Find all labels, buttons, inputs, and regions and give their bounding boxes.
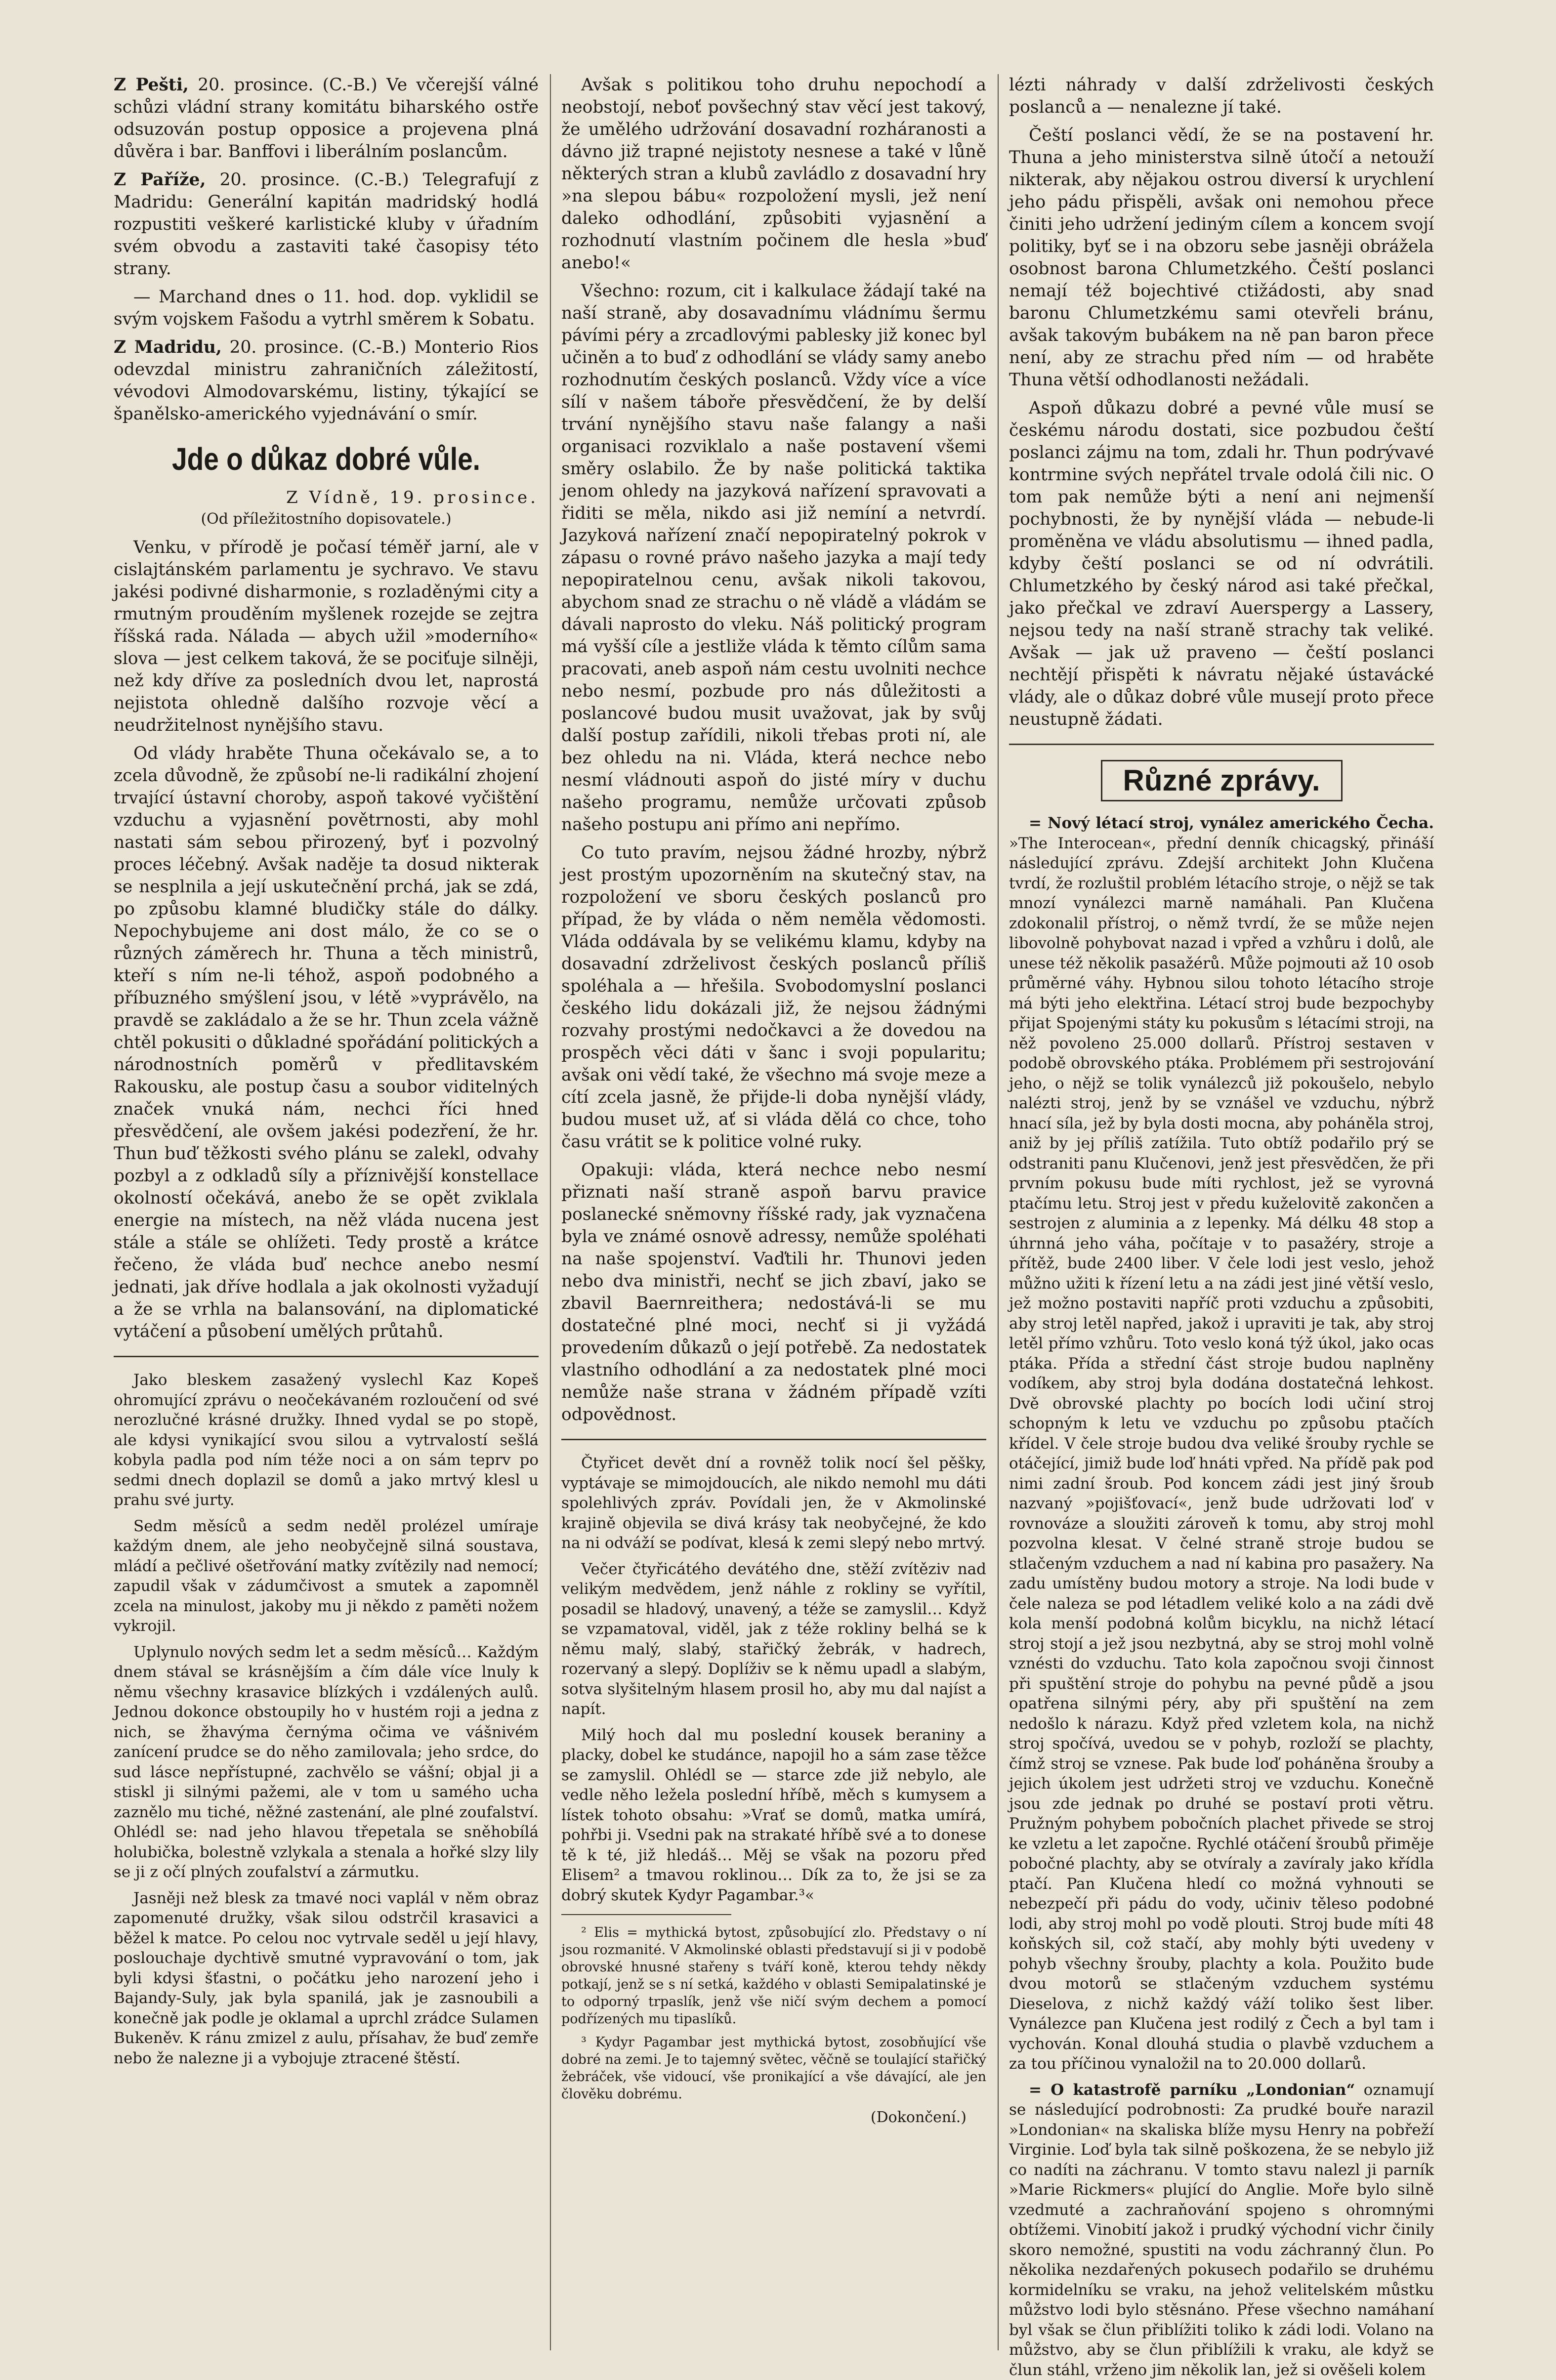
section-heading xyxy=(1009,760,1434,801)
news-item: — Marchand dnes o 11. hod. dop. vyklidil se svým vojskem Fašodu a vytrhl směrem k Sobatu. xyxy=(114,286,539,331)
news-item xyxy=(114,74,539,163)
footnote: ² Elis = mythická bytost, způsobující zlo. Představy o ní jsou rozmanité. V Akmolinské oblasti představují si ji v podobě obrovské hnusné stařeny s tváří koně, kterou tehdy někdy potkají, jenž se s ní setká, každého v oblasti Semipalatinské je to odporný trpaslík, jenž vše ničí svým dechem a pomocí podřízených mu tipaslíků. xyxy=(561,1924,986,2028)
story-paragraph: Večer čtyřicátého devátého dne, stěží zvítěziv nad velikým medvědem, jenž náhle z rokliny se vyřítil, posadil se hladový, unavený, a téže se zamyslil… Když se vzpamatoval, viděl, jak z téže rokliny belhá se k němu malý, slabý, stařičký žebrák, v hadrech, rozervaný a slepý. Doplíživ se k němu upadl a slabým, sotva slyšitelným hlasem prosil ho, aby mu dal najíst a napít. xyxy=(561,1559,986,1719)
story-paragraph: Čtyřicet devět dní a rovněž tolik nocí šel pěšky, vyptávaje se mimojdoucích, ale nikdo nemohl mu dáti spolehlivých zpráv. Povídali jen, že v Akmolinské krajině objevila se divá krásy tak neobyčejné, že kdo na ni odváží se podívat, klesá k zemi slepý nebo mrtvý. xyxy=(561,1453,986,1553)
article-paragraph: Od vlády hraběte Thuna očekávalo se, a to zcela důvodně, že způsobí ne-li radikální zhojení trvající ústavní choroby, aspoň takové vyčištění vzduchu a vyjasnění povětrnosti, aby mohl nastati sám sebou přirozený, byť i pozvolný proces léčebný. Avšak naděje ta dosud nikterak se nesplnila a její uskutečnění prchá, jak se zdá, po způsobu klamné bludičky stále do dálky. Nepochybujeme ani dost málo, že co se o různých záměrech hr. Thuna a těch ministrů, kteří s ním ne-li téhož, aspoň podobného a příbuzného smýšlení jsou, v létě »vyprávělo, na pravdě se zakládalo a že se hr. Thun zcela vážně chtěl pokusiti o důkladné spořádání politických a národnostních poměrů v předlitavském Rakousku, ale postup času a soubor viditelných značek vnuká nám, nechci říci hned přesvědčení, ale ovšem jakési podezření, že hr. Thun buď těžkosti svého plánu se zalekl, odvahy pozbyl a z odkladů síly a příznivější konstellace okolností očekává, anebo že se opět zviklala energie na místech, na něž vláda nucena jest stále a stále se ohlížeti. Tedy prostě a krátce řečeno, že vláda buď nechce anebo nesmí jednati, jak dříve hodlala a jak okolnosti vyžadují a že se vrhla na balansování, na diplomatické vytáčení a působení umělých průtahů. xyxy=(114,743,539,1343)
article-paragraph: Všechno: rozum, cit i kalkulace žádají také na naší straně, aby dosavadnímu vládnímu šermu pávími péry a zrcadlovými pablesky již konec byl učiněn a to buď z odhodlání se vlády samy anebo rozhodnutím českých poslanců. Vždy více a více sílí v našem táboře přesvědčení, že by delší trvání nynějšího stavu naše falangy a naši organisaci rozviklalo a naše postavení všemi směry oslabilo. Že by naše politická taktika jenom ohledy na jazyková nařízení spravovati a řiditi se měla, nikdo asi již nemíní a netvrdí. Jazyková nařízení značí nepopiratelný pokrok v zápasu o rovné právo našeho jazyka a mají tedy nepopiratelnou cenu, avšak nikoli takovou, abychom snad ze strachu o ně vládě a vládám se dávali naprosto do vleku. Náš politický program má vyšší cíle a jestliže vláda k těmto cílům sama pracovati, aneb aspoň nám cestu uvolniti nechce nebo nesmí, pozbude pro nás důležitosti a poslancové budou musit uvažovat, jak by svůj další postup zařídili, nikoli třebas proti ní, ale bez ohledu na ni. Vláda, která nechce nebo nesmí vládnouti aspoň do jisté míry v duchu našeho programu, nemůže určovati způsob našeho postupu ani přímo ani nepřímo. xyxy=(561,280,986,836)
feuilleton-story xyxy=(114,1370,539,2068)
story-paragraph: Jako bleskem zasažený vyslechl Kaz Kopeš ohromující zprávu o neočekávaném rozloučení od své nerozlučné krásné družky. Ihned vydal se po stopě, ale kdysi vynikající svou silou a vytrvalostí sešlá kobyla padla pod ním téže noci a on sám teprv po sedmi dnech doplazil se domů a jako mrtvý klesl u prahu své jurty. xyxy=(114,1370,539,1510)
section-divider xyxy=(114,1356,539,1357)
continuation-note: (Dokončení.) xyxy=(561,2109,967,2126)
footnotes xyxy=(561,1924,986,2103)
article-paragraph: Čeští poslanci vědí, že se na postavení hr. Thuna a jeho ministerstva silně útočí a netouží nikterak, aby nějakou ostrou diversí k urychlení jeho pádu přispěli, avšak oni nemohou přece činiti jeho udržení jediným cílem a koncem svojí politiky, byť se i na obzoru sebe jasněji obrážela osobnost barona Chlumetzkého. Čeští poslanci nemají též bojechtivé ctižádosti, aby snad baronu Chlumetzkému sami otevřeli bránu, avšak takovým bubákem na ně pan baron přece není, aby ze strachu před ním — od hraběte Thuna větší odhodlanosti nežádali. xyxy=(1009,125,1434,391)
news-text: 20. prosince. (C.-B.) Telegrafují z Madridu: Generální kapitán madridský hodlá rozpustiti veškeré karlistické kluby v úřadním svém obvodu a zastaviti také časopisy této strany. xyxy=(114,170,539,279)
article-subline: (Od příležitostního dopisovatele.) xyxy=(114,510,539,528)
news-item xyxy=(114,336,539,425)
news-lead: Z Pešti, xyxy=(114,75,189,95)
misc-news xyxy=(1009,813,1434,2380)
article-title: Jde o důkaz dobré vůle. xyxy=(143,439,509,479)
section-divider xyxy=(1009,744,1434,745)
news-item xyxy=(114,169,539,280)
feuilleton-story xyxy=(561,1453,986,1905)
story-paragraph: Jasněji než blesk za tmavé noci vaplál v něm obraz zapomenuté družky, však silou odstrčil krasavici a běžel k matce. Po celou noc vytrvale seděl u její hlavy, poslouchaje dychtivě smutné vypravování o tom, jak byli kdysi šťastni, o počátku jeho narození jeho i Bajandy-Suly, jak byla spanilá, jak je zasnoubili a konečně jak podle je oklamal a uprchl zrádce Sulamen Bukeněv. K ránu zmizel z aulu, přísahav, že buď zemře nebo že nalezne ji a vybojuje ztracené štěstí. xyxy=(114,1888,539,2069)
story-paragraph: Uplynulo nových sedm let a sedm měsíců… Každým dnem stával se krásnějším a čím dále více lnuly k němu všechny krasavice blízkých i vzdálených aulů. Jednou dokonce obstoupily ho v hustém roji a jedna z nich, se žhavýma černýma očima ve vášnivém zanícení prudce se do něho zamilovala; jeho srdce, do sud lásce nepřístupné, zachvělo se vášní; objal ji a stiskl ji silnými pažemi, ale v tom u samého ucha zaznělo mu tiché, něžné zastenání, ale plné zoufalství. Ohlédl se: nad jeho hlavou třepetala se sněhobílá holubička, bolestně vzlykala a stenala a hořké slzy lily se ji z očí plných zoufalství a zármutku. xyxy=(114,1642,539,1882)
column-2 xyxy=(561,74,986,2319)
column-3 xyxy=(1009,74,1434,2319)
footnote-divider xyxy=(561,1914,731,1915)
misc-item xyxy=(1009,813,1434,2074)
article-paragraph: Venku, v přírodě je počasí téměř jarní, ale v cislajtánském parlamentu je sychravo. Ve stavu jakési podivné disharmonie, s rozladěnými city a rmutným prouděním myšlenek rozejde se zejtra říšská rada. Nálada — abych užil »moderního« slova — jest celkem taková, že se pociťuje silněji, než kdy dříve za posledních dvou let, naprostá nejistota ohledně dalšího rozvoje věcí a neudržitelnost nynějšího stavu. xyxy=(114,537,539,737)
column-1 xyxy=(114,74,539,2319)
column-rule xyxy=(998,74,999,2350)
misc-lead: = O katastrofě parníku „Londonian“ xyxy=(1029,2081,1355,2099)
story-paragraph: Milý hoch dal mu poslední kousek beraniny a placky, dobel ke studánce, napojil ho a sám zase těžce se zamyslil. Ohlédl se — starce zde již nebylo, ale vedle něho ležela poslední hříbě, měch s kumysem a lístek tohoto obsahu: »Vrať se domů, matka umírá, pohřbi ji. Vsedni pak na strakaté hříbě své a to donese tě k té, již hledáš… Měj se však na pozoru před Elisem² a tmavou roklinou… Dík za to, že jsi se za dobrý skutek Kydyr Pagambar.³« xyxy=(561,1725,986,1906)
misc-text: oznamují se následující podrobnosti: Za prudké bouře narazil »Londonian« na skaliska blíže mysu Henry na pobřeží Virginie. Loď byla tak silně poškozena, že se nebylo již co nadíti na záchranu. V tomto stavu nalezl ji parník »Marie Rickmers« plující do Anglie. Moře bylo silně vzedmuté a zachraňování spojeno s ohromnými obtížemi. Vinobití jakož i prudký východní vichr činily skoro nemožné, spustiti na vodu záchranný člun. Po několika nezdařených pokusech podařilo se druhému kormidelníku se vraku, na jehož velitelském můstku můžstvo lodi bylo stěsnáno. Přese všechno namáhaní byl však se člun přiblížiti toliko k zádi lodi. Volano na můžstvo, aby se člun přiblížili k vraku, ale když se člun stáhl, vrženo jim několik lan, jež si ověšeli kolem xyxy=(1009,2081,1434,2379)
article-paragraph: Co tuto pravím, nejsou žádné hrozby, nýbrž jest prostým upozorněním na skutečný stav, na rozpoložení ve sboru českých poslanců pro případ, že by vláda o něm neměla vědomosti. Vláda oddávala by se velikému klamu, kdyby na dosavadní zdrželivost českých poslanců příliš spoléhala a — hřešila. Svobodomyslní poslanci českého lidu dokázali již, že nejsou žádnými rozvahy prostými nedočkavci a že dovedou na prospěch věci dáti v šanc i svoji popularitu; avšak oni vědí také, že všechno má svoje meze a cítí zcela jasně, že přijde-li doba nynější vlády, budou muset už, ať si vláda dělá co chce, toho času vrátit se k politice volné ruky. xyxy=(561,842,986,1153)
story-paragraph: Sedm měsíců a sedm neděl prolézel umíraje každým dnem, ale jeho neobyčejně silná soustava, mládí a pečlivé ošetřování matky zvítězily nad nemocí; zapudil však v zádumčivost a smutek a zapomněl zcela na minulost, jakoby mu ji někdo z paměti nožem vykrojil. xyxy=(114,1516,539,1636)
section-title: Různé zprávy. xyxy=(1101,760,1343,801)
misc-lead: = Nový létací stroj, vynález amerického Čecha. xyxy=(1029,814,1434,832)
article-paragraph: Aspoň důkazu dobré a pevné vůle musí se českému národu dostati, sice pozbudou čeští poslanci zájmu na tom, zdali hr. Thun podrývavé kontrmine svých nepřátel trvale odolá čili nic. O tom pak nemůže býti a není ani nejmenší pochybnosti, že by nynější vláda — nebude-li proměněna ve vládu absolutismu — ihned padla, kdyby čeští poslanci se od ní odvrátili. Chlumetzkého by český národ asi také přečkal, jako přečkal ve zdraví Auerspergy a Lassery, nejsou tedy na naší straně strachy tak veliké. Avšak — jak už praveno — čeští poslanci nechtějí přispěti k návratu nějaké ústavácké vlády, ale o důkaz dobré vůle musejí proto přece neustupně žádati. xyxy=(1009,397,1434,731)
misc-text: »The Interocean«, přední denník chicagský, přináší následující zprávu. Zdejší architekt John Klučena tvrdí, že rozluštil problém létacího stroje, o nějž se tak mnozí vynálezci marně namáhali. Pan Klučena zdokonalil přístroj, o němž tvrdí, že se může nejen libovolně pohybovat nazad i vpřed a vzhůru i dolů, ale unese též několik pasažérů. Může pojmouti až 10 osob průměrné váhy. Hybnou silou tohoto létacího stroje má býti jeho elektřina. Létací stroj bude bezpochyby přijat Spojenými státy ku pokusům s létacími stroji, na něž povoleno 25.000 dollarů. Přístroj sestaven v podobě obrovského ptáka. Problémem při sestrojování jeho, o nějž se tolik vynálezců již pokoušelo, nebylo nalézti stroj, jenž by se vznášel ve vzduchu, nýbrž hnací síla, jež by byla dosti mocna, aby poháněla stroj, aniž by jej příliš zatížila. Tuto obtíž podařilo prý se odstraniti panu Klučenovi, jenž jest přesvědčen, že při prvním pokusu bude míti rychlost, jež se vyrovná ptačímu letu. Stroj jest v předu kuželovitě zakončen a sestrojen z aluminia a z lepenky. Má délku 48 stop a úhrnná jeho váha, počítaje v to pasažéry, stroje a přítěž, bude 2400 liber. V čele lodi jest veslo, jehož můžno užiti k řízení letu a na zádi jest jiné větší veslo, jež možno postaviti napříč proti vzduchu a způsobiti, aby stroj letěl napřed, jakož i upraviti je tak, aby stroj letěl přímo vzhůru. Toto veslo koná týž úkol, jako ocas ptáka. Přída a střední část stroje budou naplněny vodíkem, aby stroj byla dodána dostatečná lehkost. Dvě obrovské plachty po bocích lodi učiní stroj schopným k letu ve vzduchu po způsobu ptačích křídel. V čele stroje budou dva veliké šrouby rychle se otáčející, jimiž bude loď hnáti vpřed. Na přídě pak pod nimi zadní šroub. Pod koncem zádi jest jiný šroub nazvaný »pojišťovací«, jenž bude udržovati loď v rovnováze a sloužiti zároveň k tomu, aby stroj mohl pozvolna klesat. V čelné straně stroje budou se stlačeným vzduchem a nad ní kabina pro pasažery. Na zadu umístěny budou motory a stroje. Na lodi bude v čele naleza se pod létadlem veliké kolo a na zádi dvě kola menší podobná kolům bicyklu, na nichž létací stroj stojí a jež jsou nezbytná, aby se stroj mohl volně vznésti do vzduchu. Tato kola započnou svoji činnost při spuštění stroje do pohybu na pevné půdě a jsou opatřena silnými péry, aby při spuštění na zem nedošlo k nárazu. Když před vzletem kola, na nichž stroj spočívá, uvedou se v pohyb, rozloží se plachty, čímž stroj se vznese. Pak bude loď poháněna šrouby a jejich úkolem jest udržeti stroj ve vzduchu. Konečně jsou zde jednak po druhé se postaví proti větru. Pružným pohybem pobočních plachet přivede se stroj ke vzletu a let započne. Rychlé otáčení šroubů přiměje pobočné plachty, aby se otvíraly a zavíraly jako křídla ptačí. Pan Klučena hledí co možná vyhnouti se nebezpečí při pádu do vody, učiniv těleso podobné lodi, aby stroj mohl po vodě plouti. Stroj bude míti 48 koňských sil, což stačí, aby mohly býti uvedeny v pohyb všechny šrouby, plachty a kola. Použito bude dvou motorů se stlačeným vzduchem systému Dieselova, z nichž každý váží toliko šest liber. Vynálezce pan Klučena jest rodilý z Čech a byl tam i vychován. Konal dlouhá studia o plavbě vzduchem a za tou příčinou vynaložil na to 20.000 dollarů. xyxy=(1009,835,1434,2073)
column-rule xyxy=(550,74,551,2350)
news-lead: Z Paříže, xyxy=(114,170,206,190)
article-dateline: Z Vídně, 19. prosince. xyxy=(114,488,539,507)
article-paragraph: Opakuji: vláda, která nechce nebo nesmí přiznati naší straně aspoň barvu pravice poslanecké sněmovny říšské rady, jak vyznačena byla ve známé osnově adressy, nemůže spoléhati na naše spojenství. Vaďtili hr. Thunovi jeden nebo dva ministři, nechť se jich zbaví, jako se zbavil Baernreithera; nedostává-li se mu dostatečné plné moci, nechť si ji vyžádá provedením důkazů o její potřebě. Za nedostatek vlastního odhodlání a za nedostatek plné moci nemůže naše strana v žádném případě vzíti odpovědnost. xyxy=(561,1159,986,1426)
footnote: ³ Kydyr Pagambar jest mythická bytost, zosobňující vše dobré na zemi. Je to tajemný světec, věčně se toulající stařičký žebráček, vše vidoucí, vše pronikající a vše dávající, ale jen člověku dobrému. xyxy=(561,2034,986,2103)
misc-item xyxy=(1009,2080,1434,2380)
news-text: 20. prosince. (C.-B.) Ve včerejší válné schůzi vládní strany komitátu biharského ostře odsuzován postup opposice a projevena plná důvěra i bar. Banffovi i liberálním poslancům. xyxy=(114,75,539,162)
section-divider xyxy=(561,1439,986,1440)
article-paragraph: lézti náhrady v další zdrželivosti českých poslanců a — nenalezne jí také. xyxy=(1009,74,1434,119)
news-text: 20. prosince. (C.-B.) Monterio Rios odevzdal ministru zahraničních záležitostí, vévodovi Almodovarskému, listiny, týkající se španělsko-amerického vyjednávání o smír. xyxy=(114,337,539,424)
news-telegrams xyxy=(114,74,539,425)
article-paragraph: Avšak s politikou toho druhu nepochodí a neobstojí, neboť povšechný stav věcí jest takový, že umělého udržování dosavadní rozháranosti a dávno již trapné nejistoty nesnese a také v lůně některých stran a klubů zavládlo z dosavadní hry »na slepou bábu« rozpoložení mysli, jež není daleko odhodlání, způsobiti vyjasnění a rozhodnutí vlastním počinem dle hesla »buď anebo!« xyxy=(561,74,986,274)
news-lead: Z Madridu, xyxy=(114,337,222,357)
